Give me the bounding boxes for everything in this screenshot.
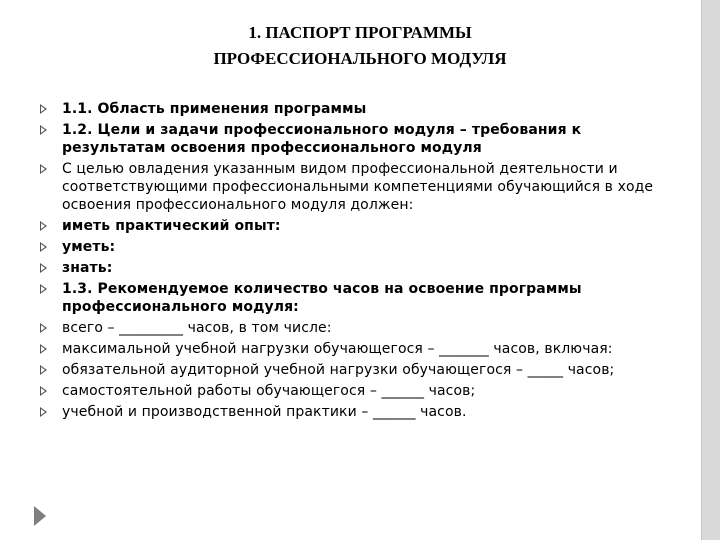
next-slide-arrow-icon[interactable]: [34, 506, 46, 526]
slide-title-line-1: 1. ПАСПОРТ ПРОГРАММЫ: [248, 23, 472, 42]
list-item: [40, 340, 680, 358]
bullet-arrow-icon: [40, 263, 47, 273]
slide-title: [0, 20, 720, 72]
list-item-text: максимальной учебной нагрузки обучающегося – _______ часов, включая:: [62, 341, 613, 357]
list-item: [40, 259, 680, 277]
slide-title-line-2: ПРОФЕССИОНАЛЬНОГО МОДУЛЯ: [213, 49, 507, 68]
bullet-arrow-icon: [40, 221, 47, 231]
list-item: [40, 217, 680, 235]
list-item-text: 1.2. Цели и задачи профессионального модуля – требования к результатам освоения профессионального модуля: [62, 122, 582, 156]
bullet-list: [40, 100, 680, 424]
bullet-arrow-icon: [40, 386, 47, 396]
list-item: [40, 403, 680, 421]
slide-right-border: [701, 0, 720, 540]
bullet-arrow-icon: [40, 344, 47, 354]
list-item: [40, 238, 680, 256]
list-item-text: знать:: [62, 260, 113, 276]
bullet-arrow-icon: [40, 104, 47, 114]
list-item: [40, 382, 680, 400]
list-item: [40, 100, 680, 118]
list-item-text: 1.3. Рекомендуемое количество часов на освоение программы профессионального модуля:: [62, 281, 582, 315]
bullet-arrow-icon: [40, 284, 47, 294]
list-item: [40, 121, 680, 157]
list-item: [40, 361, 680, 379]
list-item-text: учебной и производственной практики – ______ часов.: [62, 404, 467, 420]
list-item-text: обязательной аудиторной учебной нагрузки обучающегося – _____ часов;: [62, 362, 615, 378]
list-item-text: иметь практический опыт:: [62, 218, 281, 234]
list-item-text: всего – _________ часов, в том числе:: [62, 320, 332, 336]
bullet-arrow-icon: [40, 365, 47, 375]
list-item-text: С целью овладения указанным видом профессиональной деятельности и соответствующими профессиональными компетенциями обучающийся в ходе освоения профессионального модуля должен:: [62, 161, 654, 213]
list-item: [40, 319, 680, 337]
list-item-text: 1.1. Область применения программы: [62, 101, 367, 117]
list-item: [40, 160, 680, 214]
list-item-text: самостоятельной работы обучающегося – ______ часов;: [62, 383, 476, 399]
bullet-arrow-icon: [40, 242, 47, 252]
bullet-arrow-icon: [40, 125, 47, 135]
bullet-arrow-icon: [40, 407, 47, 417]
list-item: [40, 280, 680, 316]
bullet-arrow-icon: [40, 323, 47, 333]
bullet-arrow-icon: [40, 164, 47, 174]
list-item-text: уметь:: [62, 239, 116, 255]
